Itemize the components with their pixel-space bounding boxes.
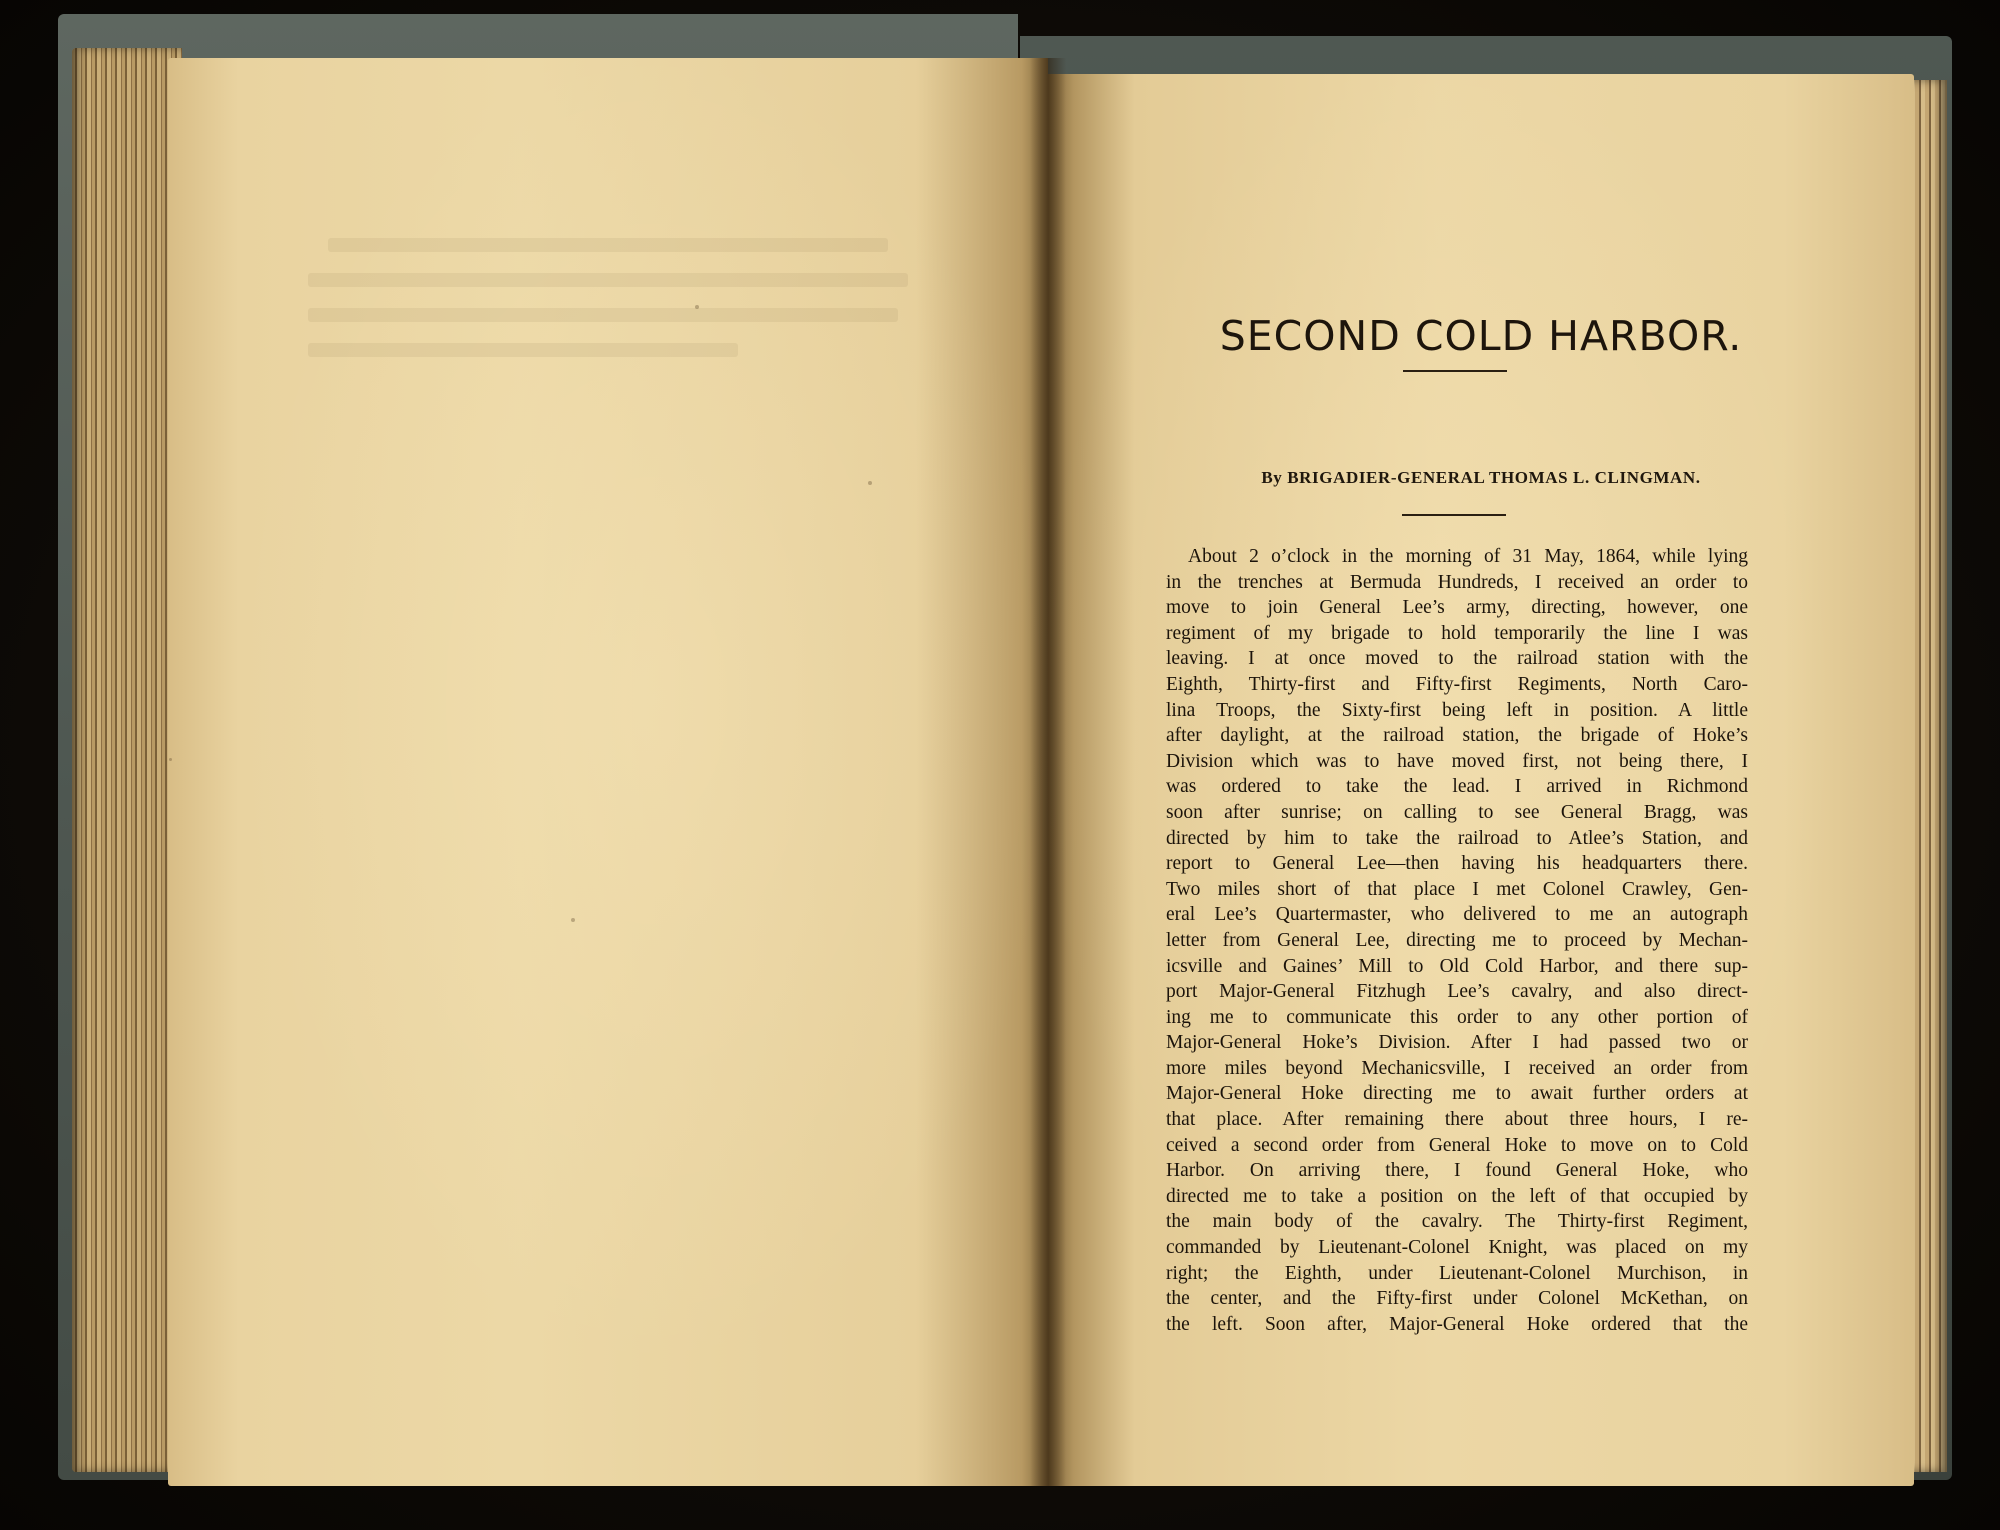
page-title: SECOND COLD HARBOR. [1219,312,1743,360]
paper-speck [868,481,872,485]
text-line: that place. After remaining there about three hours, I re- [1166,1109,1748,1131]
paper-speck [571,918,575,922]
title-rule [1403,370,1507,372]
text-line: after daylight, at the railroad station, the brigade of Hoke’s [1166,725,1748,747]
text-line: commanded by Lieutenant-Colonel Knight, was placed on my [1166,1237,1748,1259]
text-line: the main body of the cavalry. The Thirty-first Regiment, [1166,1211,1748,1233]
text-line: directed me to take a position on the left of that occupied by [1166,1185,1748,1207]
text-line: report to General Lee—then having his headquarters there. [1166,853,1748,875]
show-through-line [328,238,888,252]
text-line: Two miles short of that place I met Colonel Crawley, Gen- [1166,878,1748,900]
author-byline: By BRIGADIER-GENERAL THOMAS L. CLINGMAN. [1261,468,1701,487]
text-line: directed by him to take the railroad to Atlee’s Station, and [1166,827,1748,849]
text-line: soon after sunrise; on calling to see General Bragg, was [1166,801,1748,823]
show-through-line [308,273,908,287]
text-line: Division which was to have moved first, not being there, I [1166,750,1748,772]
show-through-line [308,343,738,357]
text-line: ing me to communicate this order to any other portion of [1166,1006,1748,1028]
paper-speck [169,758,172,761]
text-line: Harbor. On arriving there, I found General Hoke, who [1166,1160,1748,1182]
text-line: Major-General Hoke’s Division. After I had passed two or [1166,1032,1748,1054]
paper-speck [695,305,699,309]
text-line: port Major-General Fitzhugh Lee’s cavalry, and also direct- [1166,981,1748,1003]
text-line: icsville and Gaines’ Mill to Old Cold Harbor, and there sup- [1166,955,1748,977]
text-line: Major-General Hoke directing me to await further orders at [1166,1083,1748,1105]
text-line: letter from General Lee, directing me to proceed by Mechan- [1166,929,1748,951]
text-line: was ordered to take the lead. I arrived in Richmond [1166,776,1748,798]
text-line: more miles beyond Mechanicsville, I received an order from [1166,1057,1748,1079]
text-line: lina Troops, the Sixty-first being left in position. A little [1166,699,1748,721]
text-line: About 2 o’clock in the morning of 31 May, 1864, while lying [1188,546,1748,567]
show-through-line [308,308,898,322]
byline-rule [1402,514,1506,516]
article-body [1166,544,1748,1337]
right-page [1048,74,1914,1486]
text-line: ceived a second order from General Hoke to move on to Cold [1166,1134,1748,1156]
text-line: the left. Soon after, Major-General Hoke ordered that the [1166,1313,1748,1335]
text-line: eral Lee’s Quartermaster, who delivered to me an autograph [1166,904,1748,926]
text-line: right; the Eighth, under Lieutenant-Colonel Murchison, in [1166,1262,1748,1284]
book-gutter [1030,58,1066,1486]
text-line: regiment of my brigade to hold temporarily the line I was [1166,622,1748,644]
page-edges-left [72,48,182,1472]
text-line: move to join General Lee’s army, directing, however, one [1166,597,1748,619]
text-line: the center, and the Fifty-first under Colonel McKethan, on [1166,1288,1748,1310]
text-line: in the trenches at Bermuda Hundreds, I received an order to [1166,571,1748,593]
text-line: Eighth, Thirty-first and Fifty-first Regiments, North Caro- [1166,673,1748,695]
left-page [168,58,1048,1486]
text-line: leaving. I at once moved to the railroad station with the [1166,648,1748,670]
